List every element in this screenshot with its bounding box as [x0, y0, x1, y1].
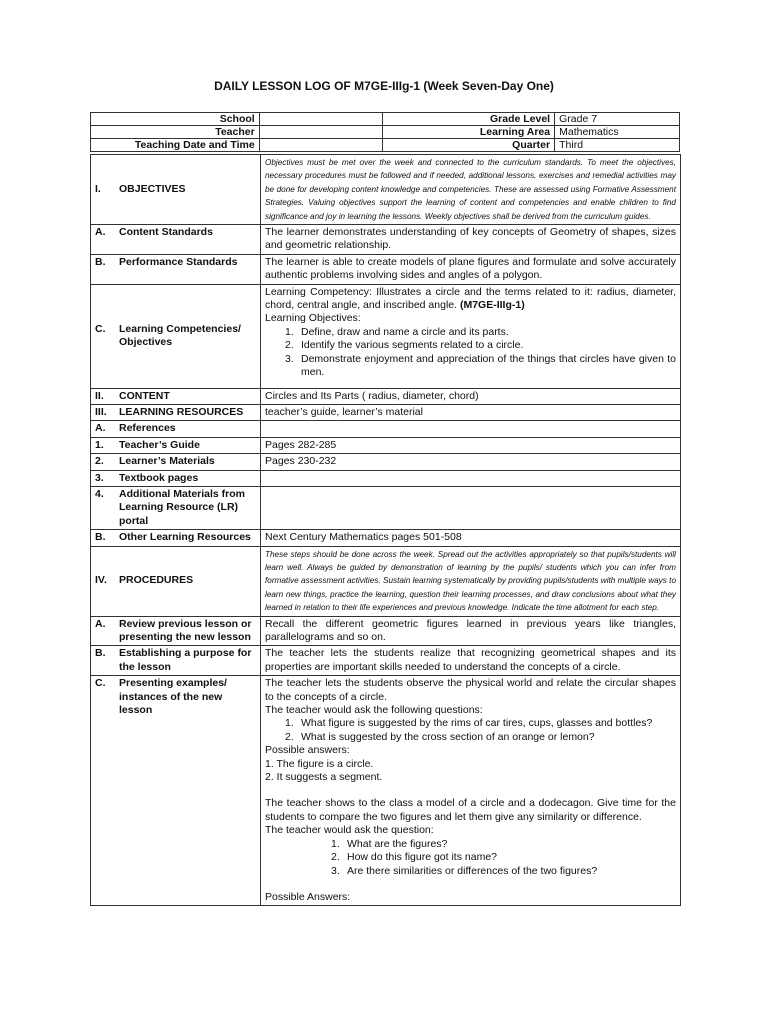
resources-text: teacher’s guide, learner’s material — [261, 404, 681, 420]
table-row — [91, 388, 681, 404]
questions-heading: The teacher would ask the following questions: — [265, 704, 483, 717]
date-label: Teaching Date and Time — [91, 139, 260, 152]
date-value — [259, 139, 383, 152]
quarter-value: Third — [555, 139, 680, 152]
objectives-heading: Learning Objectives: — [265, 312, 361, 325]
list-item: 2. What is suggested by the cross section of an orange or lemon? — [285, 730, 595, 743]
row-label: C. Learning Competencies/ Objectives — [91, 284, 261, 388]
table-row — [91, 225, 681, 255]
table-row — [91, 486, 681, 529]
examples-paragraph-1: The teacher lets the students observe the physical world and relate the circular shapes to the concepts of a circle. — [265, 677, 676, 703]
lm-text: Pages 230-232 — [261, 454, 681, 470]
row-label: I. OBJECTIVES — [91, 155, 261, 225]
area-label: Learning Area — [383, 126, 555, 139]
list-item: 2. How do this figure got its name? — [331, 851, 497, 864]
answers2-heading: Possible Answers: — [265, 890, 351, 903]
table-row — [91, 437, 681, 453]
table-row — [91, 404, 681, 420]
row-label: B. Other Learning Resources — [91, 530, 261, 546]
grade-value: Grade 7 — [555, 113, 680, 126]
table-row — [91, 155, 681, 225]
row-label: B. Establishing a purpose for the lesson — [91, 646, 261, 676]
table-row — [91, 530, 681, 546]
list-item: 1. What figure is suggested by the rims of car tires, cups, glasses and bottles? — [285, 717, 653, 730]
school-label: School — [91, 113, 260, 126]
list-item: 2. Identify the various segments related to a circle. — [285, 339, 524, 352]
table-row — [91, 676, 681, 906]
row-label: A. Review previous lesson or presenting the new lesson — [91, 616, 261, 646]
other-text: Next Century Mathematics pages 501-508 — [261, 530, 681, 546]
questions2-heading: The teacher would ask the question: — [265, 824, 434, 837]
table-row — [91, 454, 681, 470]
objectives-list — [265, 326, 676, 380]
list-item: 3. Are there similarities or differences of the two figures? — [331, 864, 598, 877]
answer-item: 2. It suggests a segment. — [265, 771, 383, 784]
references-text — [261, 421, 681, 437]
table-row — [91, 546, 681, 616]
examples-cell — [261, 676, 681, 906]
lesson-table — [90, 154, 681, 906]
row-label: 3. Textbook pages — [91, 470, 261, 486]
table-row — [91, 646, 681, 676]
questions2-list — [265, 838, 676, 878]
answers-heading: Possible answers: — [265, 744, 350, 757]
quarter-label: Quarter — [383, 139, 555, 152]
tg-text: Pages 282-285 — [261, 437, 681, 453]
content-text: Circles and Its Parts ( radius, diameter, chord) — [261, 388, 681, 404]
table-row — [91, 616, 681, 646]
textbook-text — [261, 470, 681, 486]
content-standards-text: The learner demonstrates understanding of key concepts of Geometry of shapes, sizes and geometric relationship. — [261, 225, 681, 255]
competency-intro: Learning Competency: Illustrates a circle and the terms related to it: radius, diameter, chord, central angle, and inscribed angle. — [265, 285, 676, 312]
list-item: 1. Define, draw and name a circle and its parts. — [285, 325, 509, 338]
school-value — [259, 113, 383, 126]
row-label: B. Performance Standards — [91, 254, 261, 284]
procedures-note: These steps should be done across the week. Spread out the activities appropriately so that pupils/students will learn well. Always be guided by demonstration of learning by the pupils/ students which you can infer from formative assessment activities. Sustain learning systematically by providing pupils/students with multiple ways to learn new things, practice the learning, question their learning processes, and draw conclusions about what they learned in relation to their life experiences and previous knowledge. Indicate the time allotment for each step. — [261, 546, 681, 616]
row-label: C. Presenting examples/ instances of the new lesson — [91, 676, 261, 906]
examples-paragraph-2: The teacher shows to the class a model of a circle and a dodecagon. Give time for the students to compare the two figures and let them give any similarity or difference. — [265, 797, 676, 823]
teacher-value — [259, 126, 383, 139]
list-item: 3. Demonstrate enjoyment and appreciation of the things that circles have given to men. — [285, 352, 676, 379]
performance-standards-text: The learner is able to create models of plane figures and formulate and solve accurately authentic problems involving sides and angles of a polygon. — [261, 254, 681, 284]
row-label: IV. PROCEDURES — [91, 546, 261, 616]
table-row — [91, 284, 681, 388]
purpose-text: The teacher lets the students realize that recognizing geometrical shapes and its properties are important skills needed to understand the concepts of a circle. — [261, 646, 681, 676]
competency-code: (M7GE-IIIg-1) — [459, 299, 525, 312]
header-table — [90, 112, 680, 152]
objectives-note: Objectives must be met over the week and connected to the curriculum standards. To meet the objectives, necessary procedures must be followed and if needed, additional lessons, exercises and remedial activities may be done for developing content knowledge and competencies. These are assessed using Formative Assessment Strategies. Valuing objectives support the learning of content and competencies and enable children to find significance and joy in learning the lessons. Weekly objectives shall be derived from the curriculum guides. — [261, 155, 681, 225]
table-row — [91, 421, 681, 437]
row-label: A. References — [91, 421, 261, 437]
page-title: DAILY LESSON LOG OF M7GE-IIIg-1 (Week Seven-Day One) — [214, 79, 554, 93]
answer-item: 1. The figure is a circle. — [265, 757, 374, 770]
table-row — [91, 254, 681, 284]
row-label: II. CONTENT — [91, 388, 261, 404]
review-text: Recall the different geometric figures learned in previous years like triangles, parallelograms and so on. — [261, 616, 681, 646]
questions-list — [265, 717, 676, 744]
list-item: 1. What are the figures? — [331, 837, 448, 850]
grade-label: Grade Level — [383, 113, 555, 126]
additional-text — [261, 486, 681, 529]
row-label: III. LEARNING RESOURCES — [91, 404, 261, 420]
table-row — [91, 470, 681, 486]
competencies-cell — [261, 284, 681, 388]
row-label: 4. Additional Materials from Learning Resource (LR) portal — [91, 486, 261, 529]
row-label: 1. Teacher’s Guide — [91, 437, 261, 453]
row-label: 2. Learner’s Materials — [91, 454, 261, 470]
row-label: A. Content Standards — [91, 225, 261, 255]
teacher-label: Teacher — [91, 126, 260, 139]
area-value: Mathematics — [555, 126, 680, 139]
